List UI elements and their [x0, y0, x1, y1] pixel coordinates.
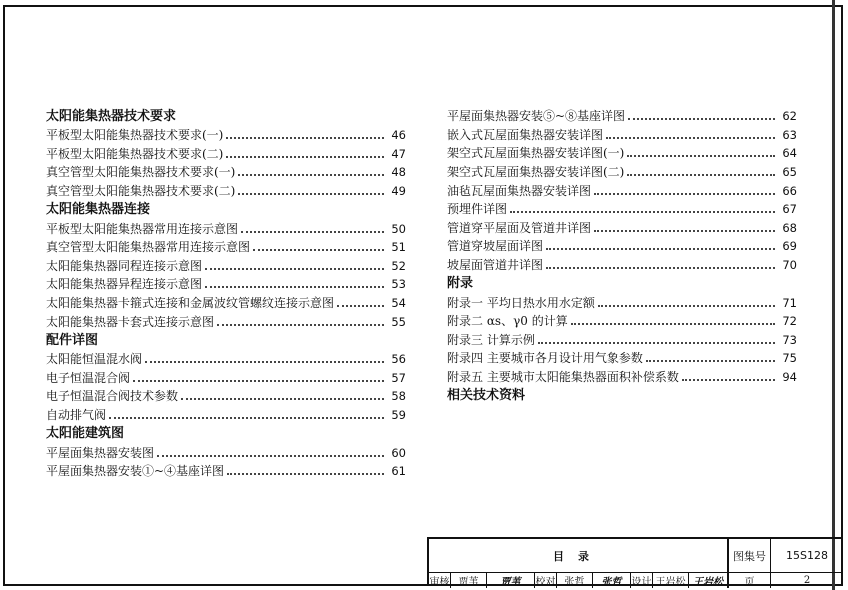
toc-entry-title: 附录二 αs、γ0 的计算 [447, 314, 568, 329]
design-label: 设计 [631, 573, 653, 588]
toc-entry [447, 107, 797, 126]
section-heading: 太阳能集热器技术要求 [46, 109, 177, 124]
toc-entry-page: 54 [391, 296, 406, 311]
title-block [427, 537, 841, 588]
toc-entry-title: 平板型太阳能集热器技术要求(二) [46, 146, 224, 161]
toc-entry-title: 附录三 计算示例 [447, 332, 535, 347]
review-name: 贾苇 [451, 573, 487, 588]
dot-leader [627, 174, 775, 176]
toc-left-column [46, 107, 406, 481]
toc-entry-page: 67 [782, 202, 797, 217]
toc-entry-page: 52 [391, 258, 406, 273]
toc-entry [46, 369, 406, 388]
toc-entry [46, 294, 406, 313]
toc-entry-page: 69 [782, 239, 797, 254]
atlas-number-label: 图集号 [729, 539, 771, 572]
toc-entry-title: 真空管型太阳能集热器技术要求(一) [46, 165, 236, 180]
toc-entry-page: 71 [782, 295, 797, 310]
toc-entry [46, 312, 406, 331]
check-label: 校对 [535, 573, 557, 588]
toc-entry-page: 50 [391, 221, 406, 236]
design-name: 王岩松 [653, 573, 689, 588]
toc-entry [447, 349, 797, 368]
section-heading: 相关技术资料 [447, 388, 526, 404]
toc-entry [447, 163, 797, 182]
toc-entry-title: 附录一 平均日热水用水定额 [447, 295, 595, 310]
dot-leader [598, 305, 776, 307]
title-block-title: 目录 [429, 539, 729, 572]
toc-entry [447, 181, 797, 200]
atlas-number: 15S128 [786, 549, 828, 562]
toc-entry [447, 200, 797, 219]
toc-entry [447, 312, 797, 331]
toc-entry-title: 平屋面集热器安装图 [46, 445, 155, 460]
check-signature: 张哲 [593, 573, 631, 588]
signature-row [429, 572, 843, 588]
toc-entry-title: 油毡瓦屋面集热器安装详图 [447, 183, 592, 198]
toc-entry [46, 238, 406, 257]
page-number: 2 [803, 575, 811, 586]
toc-entry-page: 48 [391, 165, 406, 180]
dot-leader [217, 324, 384, 326]
section-heading: 附录 [447, 276, 474, 292]
dot-leader [241, 231, 384, 233]
toc-entry-page: 70 [782, 258, 797, 273]
toc-entry [46, 163, 406, 182]
toc-entry [46, 462, 406, 481]
design-signature: 王岩松 [689, 573, 729, 588]
toc-entry-title: 平屋面集热器安装⑤~⑧基座详图 [447, 109, 626, 124]
toc-entry-page: 51 [391, 240, 406, 255]
toc-entry-page: 49 [391, 184, 406, 199]
dot-leader [238, 193, 384, 195]
toc-right-column [447, 107, 797, 405]
toc-entry-page: 60 [391, 445, 406, 460]
toc-entry [447, 331, 797, 350]
toc-entry [46, 145, 406, 164]
toc-entry [46, 387, 406, 406]
dot-leader [646, 360, 776, 362]
toc-entry-title: 自动排气阀 [46, 408, 107, 423]
toc-entry-page: 47 [391, 146, 406, 161]
toc-entry-page: 94 [782, 370, 797, 385]
toc-entry [46, 219, 406, 238]
dot-leader [628, 118, 775, 120]
toc-entry-title: 架空式瓦屋面集热器安装详图(一) [447, 146, 625, 161]
toc-entry-page: 57 [391, 370, 406, 385]
dot-leader [571, 323, 776, 325]
toc-entry-page: 68 [782, 220, 797, 235]
toc-entry [447, 126, 797, 145]
dot-leader [606, 137, 775, 139]
toc-entry-page: 58 [391, 389, 406, 404]
toc-entry-title: 平屋面集热器安装①~④基座详图 [46, 464, 225, 479]
toc-entry-page: 73 [782, 332, 797, 347]
toc-entry-title: 嵌入式瓦屋面集热器安装详图 [447, 127, 604, 142]
toc-entry-title: 太阳能恒温混水阀 [46, 352, 143, 367]
toc-entry-title: 真空管型太阳能集热器技术要求(二) [46, 184, 236, 199]
dot-leader [546, 267, 775, 269]
dot-leader [109, 417, 384, 419]
toc-entry-title: 坡屋面管道井详图 [447, 258, 544, 273]
toc-entry-title: 附录四 主要城市各月设计用气象参数 [447, 351, 643, 366]
toc-entry-page: 65 [782, 165, 797, 180]
dot-leader [238, 174, 384, 176]
toc-entry-title: 管道穿平屋面及管道井详图 [447, 220, 592, 235]
toc-entry [46, 182, 406, 201]
toc-entry-page: 66 [782, 183, 797, 198]
toc-entry [46, 257, 406, 276]
dot-leader [157, 455, 384, 457]
toc-entry [447, 368, 797, 387]
toc-entry-page: 59 [391, 408, 406, 423]
toc-entry-title: 电子恒温混合阀 [46, 370, 131, 385]
dot-leader [226, 156, 384, 158]
toc-entry-page: 64 [782, 146, 797, 161]
toc-entry-title: 平板型太阳能集热器技术要求(一) [46, 128, 224, 143]
toc-entry-page: 75 [782, 351, 797, 366]
review-signature: 贾苇 [487, 573, 535, 588]
dot-leader [594, 230, 775, 232]
toc-entry-page: 72 [782, 314, 797, 329]
section-heading: 太阳能集热器连接 [46, 202, 151, 218]
toc-entry-title: 太阳能集热器同程连接示意图 [46, 258, 203, 273]
review-label: 审核 [429, 573, 451, 588]
toc-entry-title: 管道穿坡屋面详图 [447, 239, 544, 254]
toc-entry-page: 61 [391, 464, 406, 479]
dot-leader [682, 379, 776, 381]
dot-leader [594, 193, 775, 195]
toc-entry-page: 46 [391, 128, 406, 143]
toc-entry [447, 256, 797, 275]
toc-entry-title: 平板型太阳能集热器常用连接示意图 [46, 221, 239, 236]
dot-leader [253, 249, 384, 251]
page-label: 页 [729, 573, 771, 588]
toc-entry-page: 63 [782, 127, 797, 142]
toc-entry-page: 62 [782, 109, 797, 124]
toc-entry [46, 126, 406, 145]
section-heading: 太阳能建筑图 [46, 426, 125, 442]
toc-entry-title: 太阳能集热器卡箍式连接和金属波纹管螺纹连接示意图 [46, 296, 335, 311]
dot-leader [205, 286, 384, 288]
toc-entry-title: 架空式瓦屋面集热器安装详图(二) [447, 165, 625, 180]
toc-entry [46, 350, 406, 369]
section-heading: 配件详图 [46, 332, 99, 348]
toc-entry [447, 237, 797, 256]
toc-entry-page: 55 [391, 314, 406, 329]
toc-entry-title: 真空管型太阳能集热器常用连接示意图 [46, 240, 251, 255]
toc-entry [46, 406, 406, 425]
toc-entry-title: 太阳能集热器异程连接示意图 [46, 277, 203, 292]
toc-entry [447, 144, 797, 163]
toc-entry-page: 53 [391, 277, 406, 292]
check-name: 张哲 [557, 573, 593, 588]
dot-leader [145, 361, 384, 363]
toc-entry-title: 预埋件详图 [447, 202, 508, 217]
toc-entry [46, 275, 406, 294]
dot-leader [546, 248, 775, 250]
toc-entry-page: 56 [391, 352, 406, 367]
toc-entry [46, 443, 406, 462]
dot-leader [337, 305, 384, 307]
dot-leader [133, 380, 384, 382]
toc-entry-title: 电子恒温混合阀技术参数 [46, 389, 179, 404]
right-edge-border [832, 0, 835, 590]
toc-entry-title: 太阳能集热器卡套式连接示意图 [46, 314, 215, 329]
toc-entry [447, 293, 797, 312]
dot-leader [205, 268, 384, 270]
toc-entry-title: 附录五 主要城市太阳能集热器面积补偿系数 [447, 370, 679, 385]
dot-leader [226, 137, 384, 139]
dot-leader [510, 211, 775, 213]
dot-leader [538, 342, 776, 344]
toc-entry [447, 219, 797, 238]
dot-leader [227, 473, 384, 475]
dot-leader [181, 398, 384, 400]
dot-leader [627, 155, 775, 157]
